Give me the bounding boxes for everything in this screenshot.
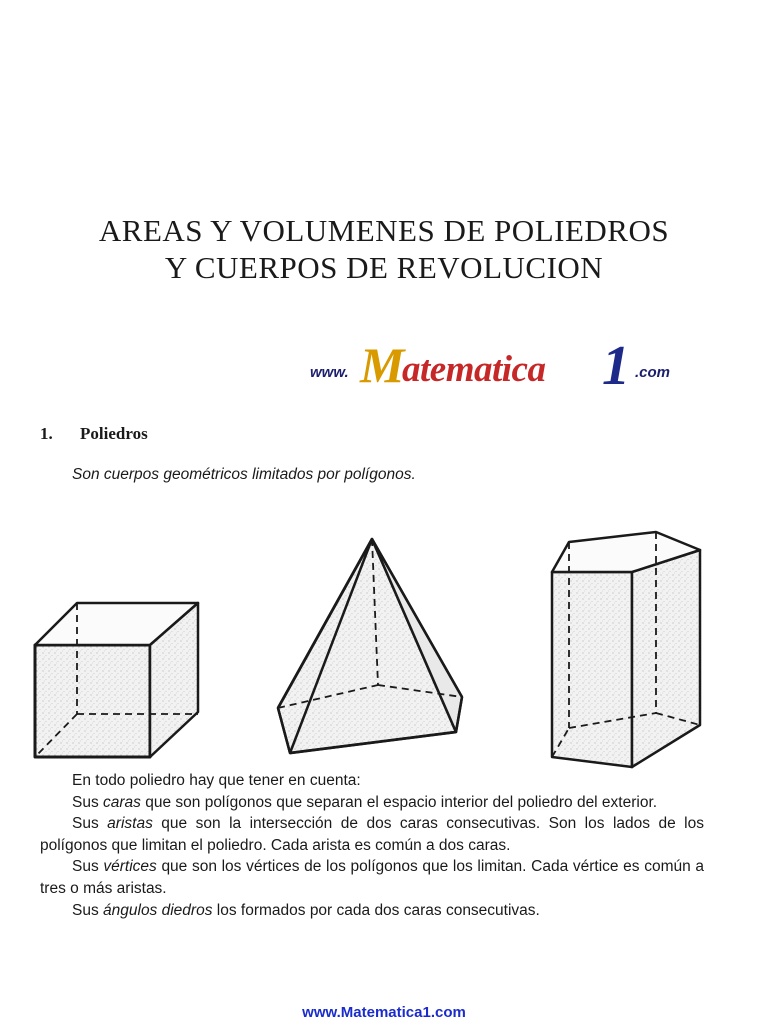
logo-prefix: www.	[310, 364, 349, 381]
footer-link[interactable]: www.Matematica1.com	[302, 1004, 466, 1021]
body-text	[40, 770, 704, 921]
pyramid-figure	[278, 539, 462, 753]
section-number: 1.	[40, 424, 53, 443]
paragraph-vertices: Sus vértices que son los vértices de los polígonos que los limitan. Cada vértice es común a tres o más aristas.	[40, 858, 705, 897]
page-title	[0, 212, 768, 286]
title-line-2: Y CUERPOS DE REVOLUCION	[164, 250, 604, 285]
title-line-1: AREAS Y VOLUMENES DE POLIEDROS	[98, 213, 670, 248]
section-heading	[40, 424, 148, 444]
logo-suffix: .com	[635, 364, 671, 381]
term-angulos-diedros: ángulos diedros	[103, 901, 213, 919]
intro-sentence: Son cuerpos geométricos limitados por polígonos.	[72, 466, 416, 483]
paragraph-aristas: Sus aristas que son la intersección de dos caras consecutivas. Son los lados de los polígonos que limitan el poliedro. Cada arista es común a dos caras.	[40, 815, 704, 854]
logo-name: atematica	[402, 349, 546, 390]
paragraph-caras: Sus caras que son polígonos que separan el espacio interior del poliedro del exterior.	[72, 793, 658, 811]
polyhedra-illustration	[0, 520, 768, 770]
section-title: Poliedros	[80, 424, 148, 443]
cube-figure	[35, 603, 198, 757]
prism-figure	[552, 532, 700, 767]
term-aristas: aristas	[107, 815, 153, 833]
paragraph: En todo poliedro hay que tener en cuenta:	[72, 772, 361, 789]
logo-digit: 1	[602, 335, 630, 397]
term-caras: caras	[103, 793, 141, 811]
paragraph-angulos: Sus ángulos diedros los formados por cada dos caras consecutivas.	[72, 901, 540, 919]
logo-initial: M	[360, 337, 405, 393]
term-vertices: vértices	[103, 858, 157, 876]
matematica1-logo[interactable]	[310, 334, 680, 397]
